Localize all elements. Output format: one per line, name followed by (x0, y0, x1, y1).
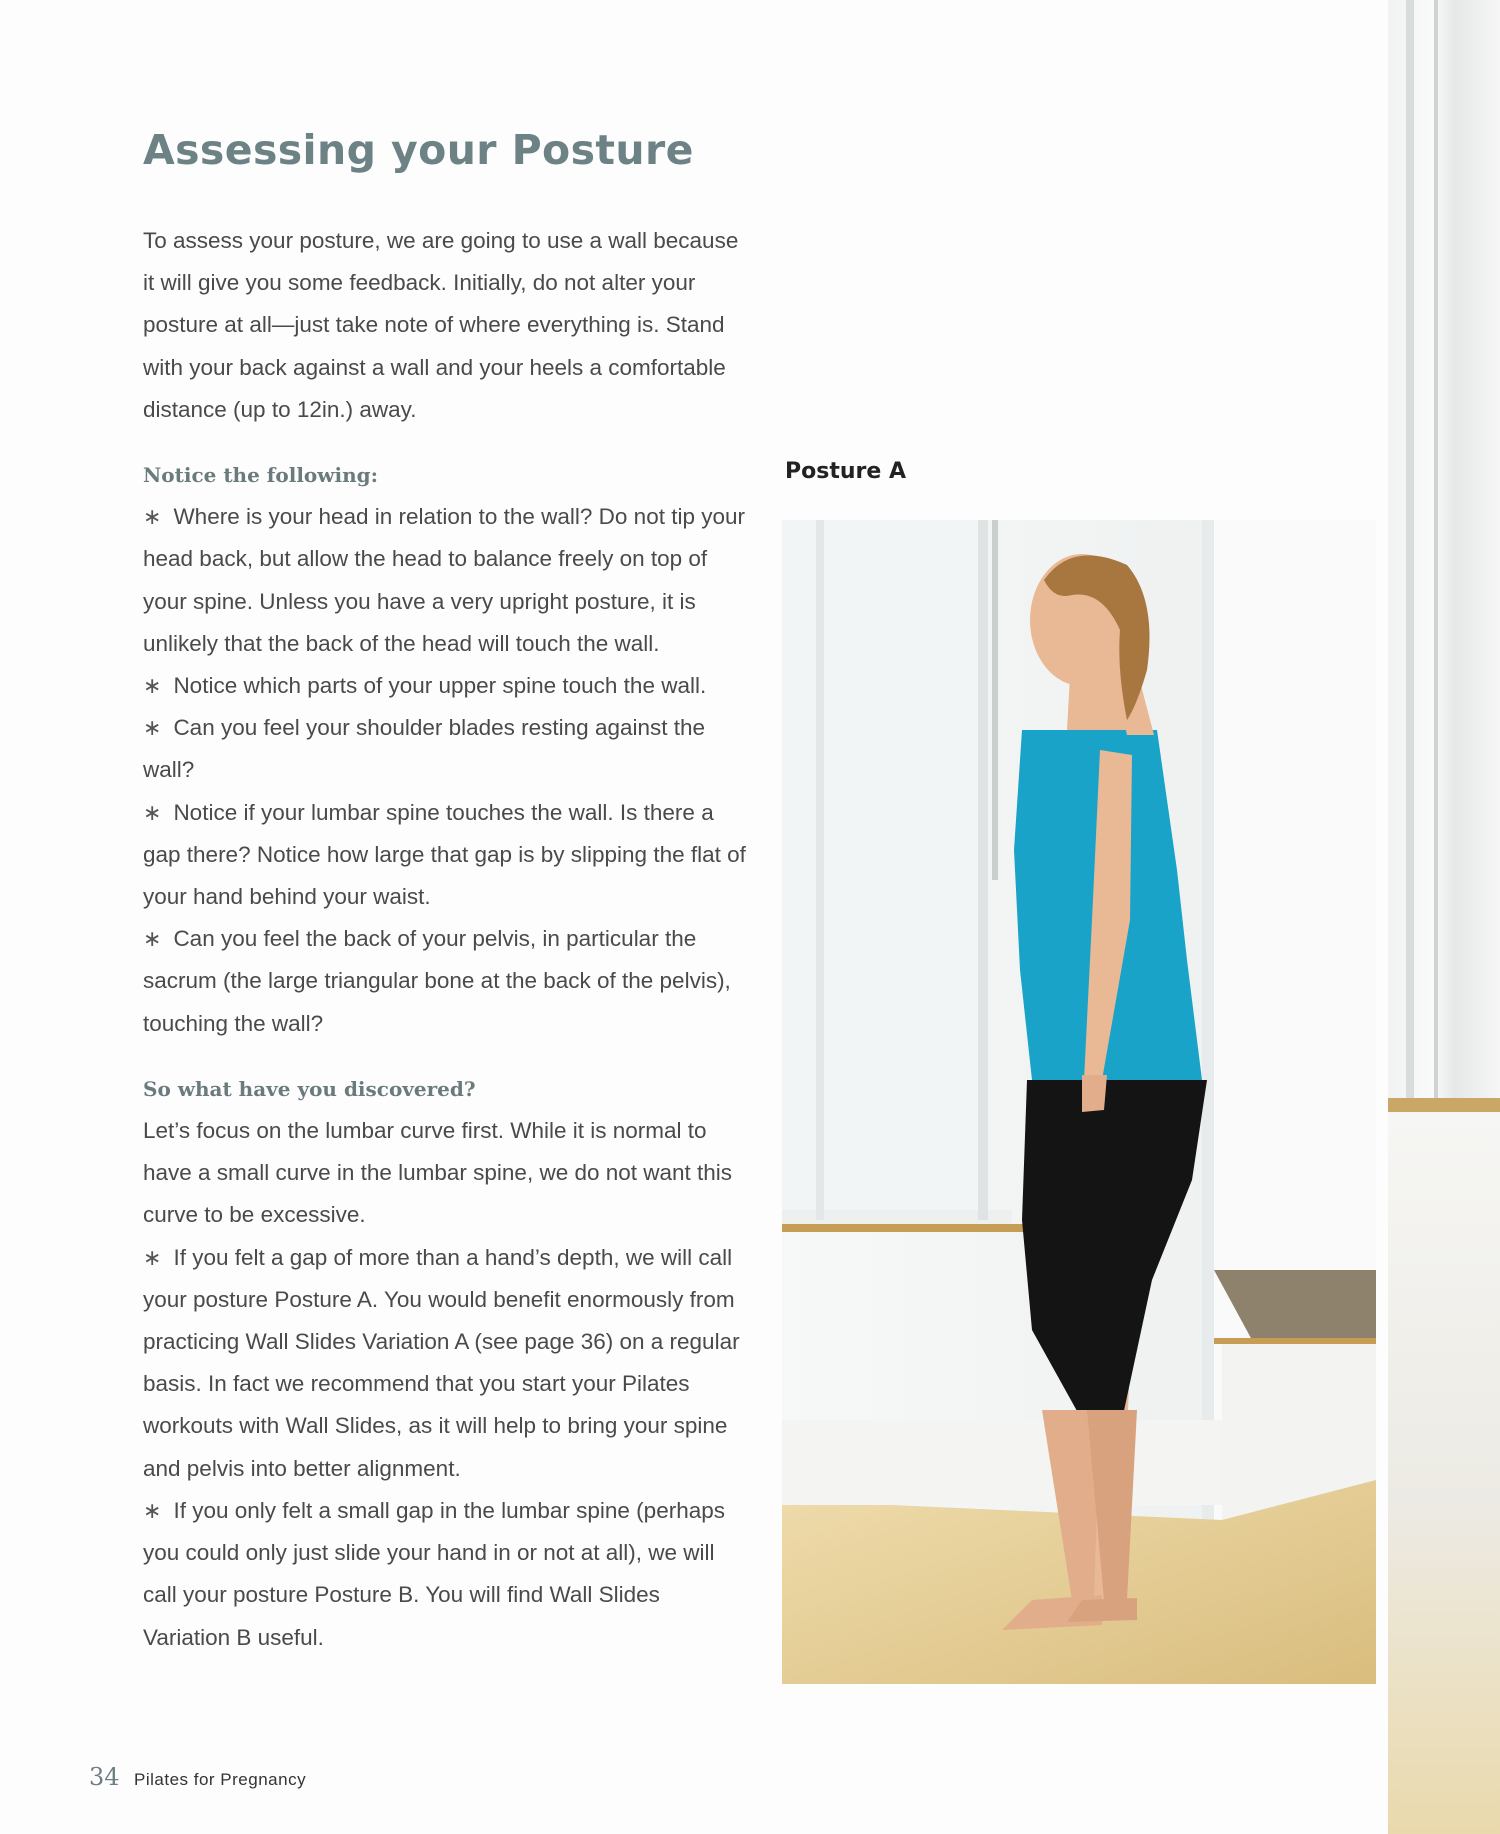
page-title: Assessing your Posture (143, 126, 694, 174)
notice-item (143, 918, 753, 1045)
discovered-list (143, 1237, 753, 1659)
notice-list (143, 496, 753, 1045)
bullet-star-icon: ∗ (143, 926, 162, 952)
notice-item-text: Can you feel your shoulder blades resting against the wall? (143, 715, 706, 783)
notice-item-text: Notice which parts of your upper spine touch the wall. (173, 673, 707, 699)
notice-item (143, 665, 753, 707)
running-title: Pilates for Pregnancy (134, 1770, 307, 1789)
bullet-star-icon: ∗ (143, 1497, 162, 1523)
window-sill (782, 1224, 1027, 1232)
bullet-star-icon: ∗ (143, 673, 162, 699)
body-text (143, 220, 753, 1659)
intro-paragraph: To assess your posture, we are going to use a wall because it will give you some feedback. Initially, do not alter your posture at all—just take note of where everything is. Stand with your back against a wall and your heels a comfortable distance (up to 12in.) away. (143, 228, 739, 422)
bullet-star-icon: ∗ (143, 715, 162, 741)
notice-item (143, 792, 753, 919)
discovered-heading: So what have you discovered? (143, 1076, 476, 1101)
notice-item (143, 496, 753, 665)
window-frame-edge (1388, 0, 1500, 1834)
posture-photo (782, 520, 1376, 1684)
discovered-item-text: If you felt a gap of more than a hand’s depth, we will call your posture Posture A. You would benefit enormously from practicing Wall Slides Variation A (see page 36) on a regular basis. In fact we recommend that you start your Pilates workouts with Wall Slides, as it will help to bring your spine and pelvis into better alignment. (143, 1244, 740, 1481)
bullet-star-icon: ∗ (143, 799, 162, 825)
notice-item-text: Can you feel the back of your pelvis, in particular the sacrum (the large triangular bone at the back of the pelvis), touching the wall? (143, 926, 731, 1036)
discovered-intro: Let’s focus on the lumbar curve first. While it is normal to have a small curve in the lumbar spine, we do not want this curve to be excessive. (143, 1118, 733, 1228)
page-footer (89, 1763, 306, 1791)
page-number: 34 (89, 1763, 120, 1791)
bullet-star-icon: ∗ (143, 504, 162, 530)
posture-illustration (782, 520, 1376, 1684)
bullet-star-icon: ∗ (143, 1244, 162, 1270)
notice-item-text: Where is your head in relation to the wall? Do not tip your head back, but allow the head to balance freely on top of your spine. Unless you have a very upright posture, it is unlikely that the back of the head will touch the wall. (143, 504, 745, 656)
discovered-item (143, 1237, 753, 1490)
discovered-item (143, 1490, 753, 1659)
figure-caption: Posture A (785, 459, 906, 484)
notice-item-text: Notice if your lumbar spine touches the wall. Is there a gap there? Notice how large that gap is by slipping the flat of your hand behind your waist. (143, 799, 746, 910)
discovered-item-text: If you only felt a small gap in the lumbar spine (perhaps you could only just slide your hand in or not at all), we will call your posture Posture B. You will find Wall Slides Variation B useful. (143, 1497, 725, 1650)
notice-item (143, 707, 753, 791)
notice-heading: Notice the following: (143, 463, 378, 488)
